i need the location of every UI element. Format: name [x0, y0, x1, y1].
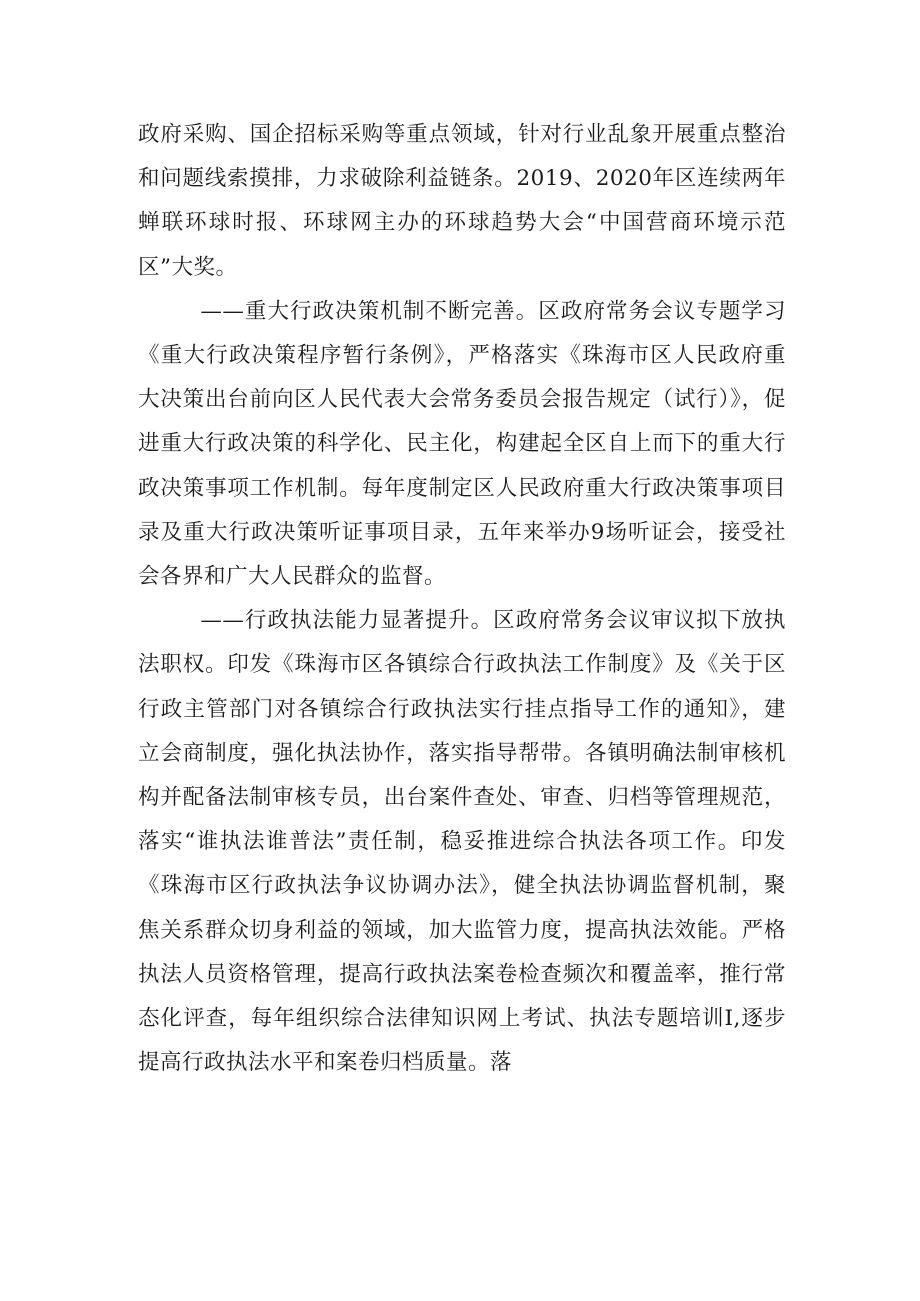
paragraph-law-enforcement: ——行政执法能力显著提升。区政府常务会议审议拟下放执法职权。印发《珠海市区各镇综合行政执法工作制度》及《关于区行政主管部门对各镇综合行政执法实行挂点指导工作的通知》，建立会商制度，强化执法协作，落实指导帮带。各镇明确法制审核机构并配备法制审核专员，出台案件查处、审查、归档等管理规范，落实“谁执法谁普法”责任制，稳妥推进综合执法各项工作。印发《珠海市区行政执法争议协调办法》，健全执法协调监督机制，聚焦关系群众切身利益的领域，加大监管力度，提高执法效能。严格执法人员资格管理，提高行政执法案卷检查频次和覆盖率，推行常态化评查，每年组织综合法律知识网上考试、执法专题培训I,逐步提高行政执法水平和案卷归档质量。落 — [138, 608, 786, 1076]
paragraph-procurement: 政府采购、国企招标采购等重点领域，针对行业乱象开展重点整治和问题线索摸排，力求破除利益链条。2019、2020年区连续两年蝉联环球时报、环球网主办的环球趋势大会“中国营商环境示范区”大奖。 — [138, 122, 786, 280]
document-page — [138, 113, 786, 1085]
paragraph-major-decisions: ——重大行政决策机制不断完善。区政府常务会议专题学习《重大行政决策程序暂行条例》，严格落实《珠海市区人民政府重大决策出台前向区人民代表大会常务委员会报告规定（试行）》，促进重大行政决策的科学化、民主化，构建起全区自上而下的重大行政决策事项工作机制。每年度制定区人民政府重大行政决策事项目录及重大行政决策听证事项目录，五年来举办9场听证会，接受社会各界和广大人民群众的监督。 — [138, 298, 786, 590]
